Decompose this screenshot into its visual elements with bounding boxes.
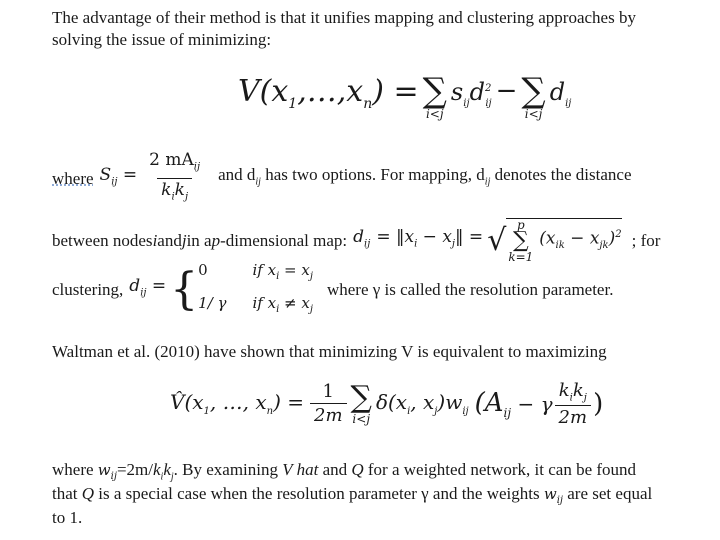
fraction-kk-over-2m: $\frac{k_ik_j}{2m}$ — [555, 380, 592, 428]
paragraph-conclusion-line-2: that Q is a special case when the resolution parameter γ and the weights $w_{ij}$ are set equal — [52, 484, 653, 506]
paragraph-conclusion-line-3: to 1. — [52, 508, 83, 527]
paragraph-intro-line-1: The advantage of their method is that it unifies mapping and clustering approaches by — [52, 8, 636, 27]
paragraph-intro-line-2: solving the issue of minimizing: — [52, 30, 272, 49]
equation-v-minimization: $V(x_1,\dots,x_n)$ = ∑ i<j $s_{ij}d^2_{ij}$ − ∑ i<j $d_{ij}$ — [238, 71, 572, 121]
paragraph-conclusion-line-1: where $w_{ij}=2m/k_ik_j$. By examining V hat and Q for a weighted network, it can be found — [52, 460, 637, 483]
sum-symbol: ∑ i<j — [521, 71, 546, 121]
sum-symbol: ∑ i<j — [350, 379, 372, 426]
square-root-sum: √ p ∑ k=1 $(x_{ik} - x_{jk})^2$ — [487, 218, 622, 264]
cases-table: 0 if $x_i = x_j$ 1/ γ if $x_i \ne x_j$ — [198, 261, 313, 315]
paragraph-sij-definition: where $S_{ij}$ = $\frac{2 mA_{ij}}{k_ik_j}$ and $d_{ij}$ has two options. For mapping, $d_{ij}$ denotes the distance — [52, 150, 632, 208]
paragraph-waltman: Waltman et al. (2010) have shown that minimizing V is equivalent to maximizing — [52, 342, 607, 361]
cases-brace: { — [170, 264, 199, 315]
fraction-sij: $\frac{2 mA_{ij}}{k_ik_j}$ — [145, 150, 204, 208]
sum-symbol: ∑ i<j — [422, 71, 447, 121]
paragraph-mapping-distance: between nodes i and j in a p -dimensional map: $d_{ij}$ = $‖x_i$ − $x_j‖$ = √ p ∑ k=1 $(x_{ik} - x_{jk})^2$ ; for — [52, 218, 661, 264]
paragraph-clustering-distance: clustering, $d_{ij}$ = { 0 if $x_i = x_j$ 1/ γ if $x_i \ne x_j$ where γ is called the resolution parameter. — [52, 260, 613, 320]
equation-v-hat: $V̂(x_1$, …, $x_n$) = $\frac{1}{2m}$ ∑ i<j $\delta(x_i$, $x_j)w_{ij}$ ($A_{ij} - \gamma$ $\frac{k_ik_j}{2m}$ ) — [170, 379, 604, 428]
fraction-one-over-2m: $\frac{1}{2m}$ — [310, 381, 347, 426]
